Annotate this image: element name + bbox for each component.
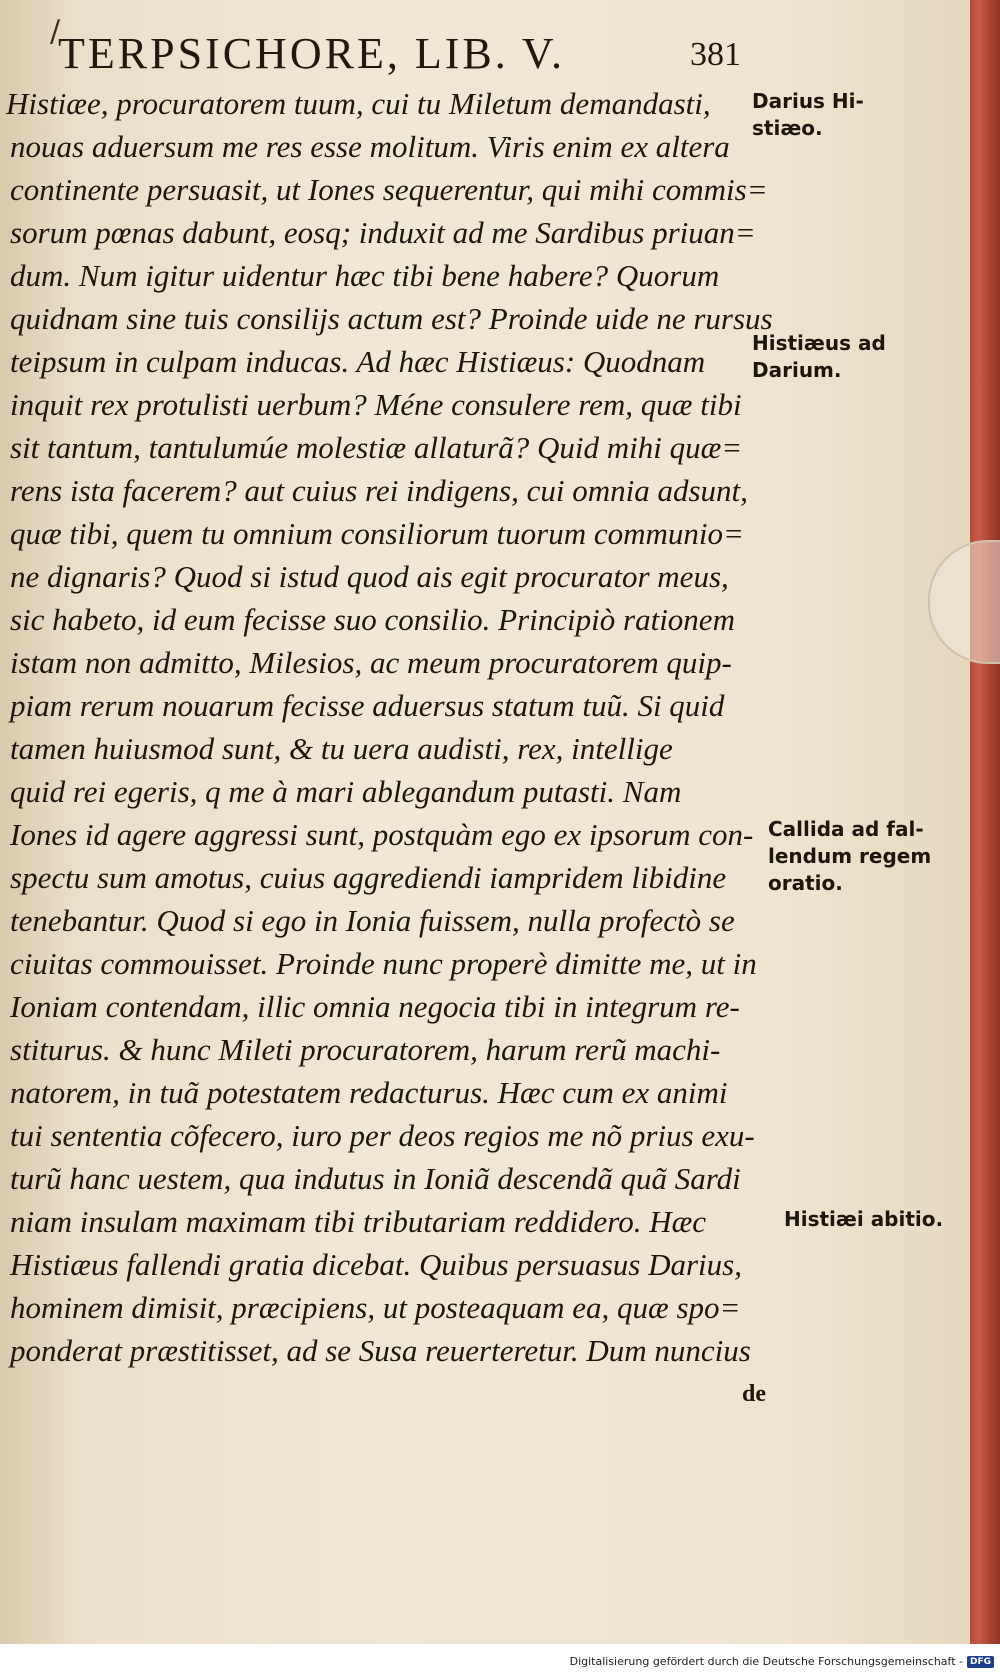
catchword: de: [742, 1381, 766, 1407]
text-line: Histiæus fallendi gratia dicebat. Quibus persuasus Darius,: [10, 1247, 742, 1282]
margin-note: [768, 816, 931, 897]
text-line: tamen huiusmod sunt, & tu uera audisti, rex, intellige: [10, 731, 673, 766]
text-line: inquit rex protulisti uerbum? Méne consulere rem, quæ tibi: [10, 387, 742, 422]
text-line: ciuitas commouisset. Proinde nunc properè dimitte me, ut in: [10, 946, 757, 981]
text-line: quid rei egeris, q me à mari ablegandum putasti. Nam: [10, 774, 682, 809]
margin-note: [784, 1206, 943, 1233]
margin-note-line: oratio.: [768, 871, 843, 895]
text-line: continente persuasit, ut Iones sequerentur, qui mihi commis=: [10, 172, 768, 207]
text-line: tenebantur. Quod si ego in Ionia fuissem, nulla profectò se: [10, 903, 735, 938]
text-line: piam rerum nouarum fecisse aduersus statum tuũ. Si quid: [10, 688, 725, 723]
footer-credit-text: Digitalisierung gefördert durch die Deutsche Forschungsgemeinschaft -: [569, 1655, 963, 1668]
text-line: sit tantum, tantulumúe molestiæ allaturã? Quid mihi quæ=: [10, 430, 743, 465]
margin-note: [752, 330, 886, 384]
text-line: teipsum in culpam inducas. Ad hæc Histiæus: Quodnam: [10, 344, 706, 379]
margin-note-line: Darius Hi-: [752, 89, 864, 113]
text-line: quæ tibi, quem tu omnium consiliorum tuorum communio=: [10, 516, 744, 551]
margin-note-line: lendum regem: [768, 844, 932, 868]
text-line: niam insulam maximam tibi tributariam reddidero. Hæc: [10, 1204, 707, 1239]
text-line: Histiæe, procuratorem tuum, cui tu Miletum demandasti,: [6, 86, 711, 121]
text-line: stiturus. & hunc Mileti procuratorem, harum rerũ machi-: [10, 1032, 721, 1067]
text-line: ne dignaris? Quod si istud quod ais egit procurator meus,: [10, 559, 729, 594]
text-line: ponderat præstitisset, ad se Susa reuerteretur. Dum nuncius: [10, 1333, 751, 1368]
margin-note-line: Darium.: [752, 358, 842, 382]
page-edge: [970, 0, 1000, 1644]
text-line: istam non admitto, Milesios, ac meum procuratorem quip-: [10, 645, 732, 680]
dfg-logo-icon: DFG: [967, 1656, 994, 1668]
text-line: turũ hanc uestem, qua indutus in Ioniã descendã quã Sardi: [10, 1161, 741, 1196]
text-line: hominem dimisit, præcipiens, ut posteaquam ea, quæ spo=: [10, 1290, 741, 1325]
footer-credit: [0, 1655, 1000, 1668]
margin-note-line: Histiæi abitio.: [784, 1207, 944, 1231]
text-line: sic habeto, id eum fecisse suo consilio. Principiò rationem: [10, 602, 735, 637]
text-line: natorem, in tuã potestatem redacturus. Hæc cum ex animi: [10, 1075, 728, 1110]
text-line: tui sententia cõfecero, iuro per deos regios me nõ prius exu-: [10, 1118, 755, 1153]
folio-mark: /: [50, 14, 61, 49]
margin-note-line: stiæo.: [752, 116, 823, 140]
margin-note-line: Histiæus ad: [752, 331, 886, 355]
text-line: sorum pœnas dabunt, eosq; induxit ad me Sardibus priuan=: [10, 215, 756, 250]
text-line: nouas aduersum me res esse molitum. Viris enim ex altera: [10, 129, 730, 164]
page-number: 381: [690, 36, 741, 73]
text-line: spectu sum amotus, cuius aggrediendi iampridem libidine: [10, 860, 727, 895]
running-head: TERPSICHORE, LIB. V.: [58, 29, 566, 78]
footer-bar: [0, 1644, 1000, 1673]
text-line: Iones id agere aggressi sunt, postquàm ego ex ipsorum con-: [10, 817, 754, 852]
margin-note: [752, 88, 864, 142]
text-line: quidnam sine tuis consilijs actum est? Proinde uide ne rursus: [10, 301, 773, 336]
margin-note-line: Callida ad fal-: [768, 817, 924, 841]
text-line: dum. Num igitur uidentur hæc tibi bene habere? Quorum: [10, 258, 720, 293]
text-line: rens ista facerem? aut cuius rei indigens, cui omnia adsunt,: [10, 473, 748, 508]
text-line: Ioniam contendam, illic omnia negocia tibi in integrum re-: [10, 989, 740, 1024]
